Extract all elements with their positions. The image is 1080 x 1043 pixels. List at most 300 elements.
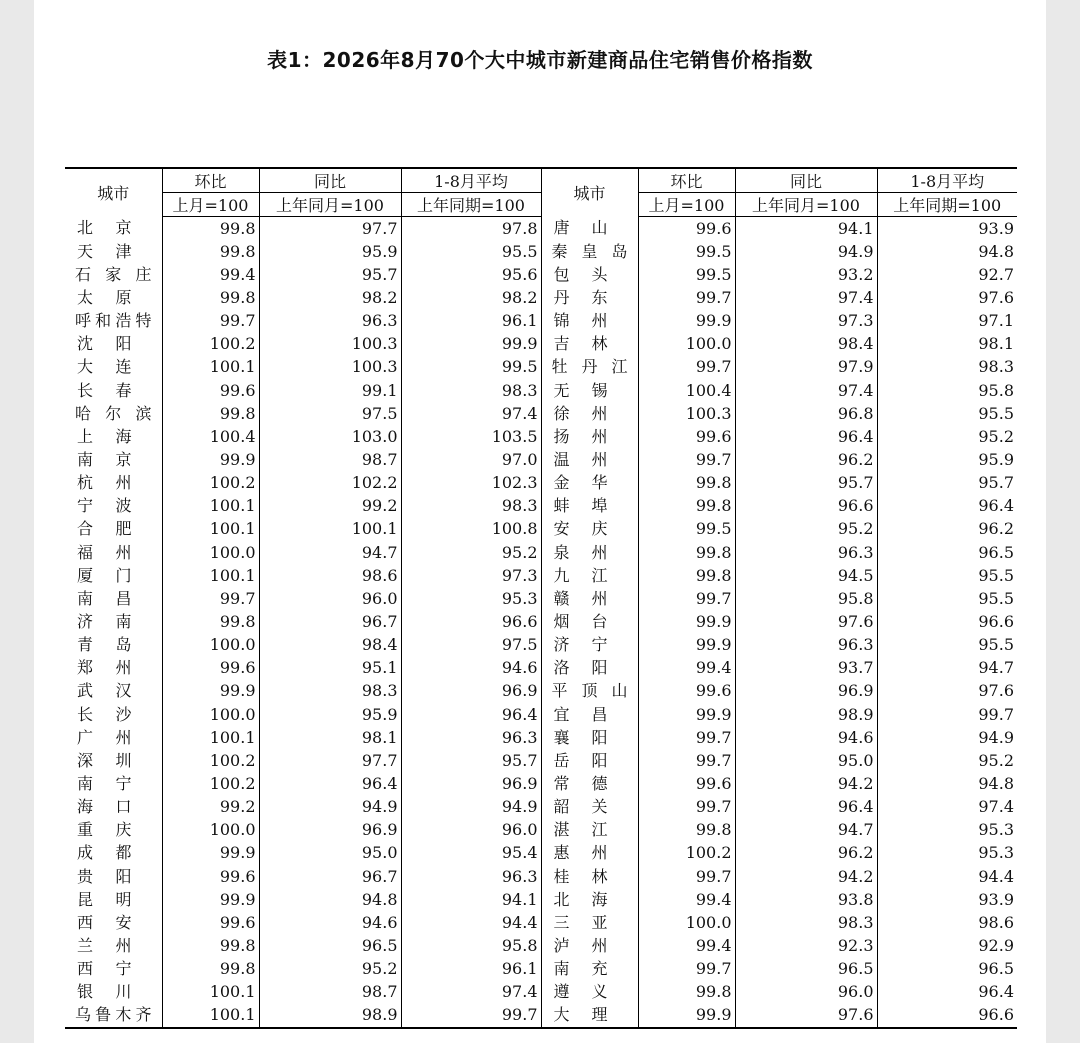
table-row xyxy=(65,657,1017,680)
left-yoy-cell: 99.2 xyxy=(259,495,401,518)
right-city-cell: 吉林 xyxy=(541,333,638,356)
table-row xyxy=(65,911,1017,934)
left-city-cell: 长春 xyxy=(77,380,132,400)
left-mom-cell: 99.7 xyxy=(162,587,259,610)
right-mom-cell: 99.7 xyxy=(638,865,735,888)
table-row xyxy=(65,680,1017,703)
right-mom-cell: 99.9 xyxy=(638,703,735,726)
left-avg-cell: 95.2 xyxy=(401,541,541,564)
header-avg-right: 1-8月平均 xyxy=(877,168,1017,193)
right-mom-cell: 99.6 xyxy=(638,425,735,448)
left-mom-cell: 99.9 xyxy=(162,888,259,911)
left-city-cell: 银川 xyxy=(77,982,132,1002)
table-row xyxy=(65,472,1017,495)
right-yoy-cell: 98.3 xyxy=(735,911,877,934)
left-yoy-cell: 96.9 xyxy=(259,819,401,842)
left-city-cell: 西宁 xyxy=(77,959,132,979)
right-city-cell: 南充 xyxy=(541,958,638,981)
right-avg-cell: 95.8 xyxy=(877,379,1017,402)
left-mom-cell: 99.8 xyxy=(162,217,259,241)
left-avg-cell: 102.3 xyxy=(401,472,541,495)
left-mom-cell: 99.8 xyxy=(162,934,259,957)
right-avg-cell: 94.8 xyxy=(877,772,1017,795)
left-city-cell: 南京 xyxy=(77,449,132,469)
right-city-cell: 无锡 xyxy=(541,379,638,402)
right-mom-cell: 99.4 xyxy=(638,934,735,957)
right-avg-cell: 97.6 xyxy=(877,286,1017,309)
right-avg-cell: 95.5 xyxy=(877,402,1017,425)
left-avg-cell: 96.9 xyxy=(401,680,541,703)
right-mom-cell: 99.6 xyxy=(638,217,735,241)
left-yoy-cell: 98.3 xyxy=(259,680,401,703)
right-mom-cell: 99.9 xyxy=(638,1004,735,1028)
right-mom-cell: 99.4 xyxy=(638,888,735,911)
table-row xyxy=(65,934,1017,957)
right-mom-cell: 99.8 xyxy=(638,495,735,518)
left-mom-cell: 100.2 xyxy=(162,772,259,795)
left-city-cell: 武汉 xyxy=(77,681,132,701)
left-yoy-cell: 96.7 xyxy=(259,865,401,888)
left-mom-cell: 99.6 xyxy=(162,865,259,888)
right-city-cell: 唐山 xyxy=(541,217,638,241)
table-row xyxy=(65,703,1017,726)
right-mom-cell: 99.7 xyxy=(638,958,735,981)
left-avg-cell: 96.9 xyxy=(401,772,541,795)
right-city-cell: 惠州 xyxy=(541,842,638,865)
left-yoy-cell: 96.5 xyxy=(259,934,401,957)
right-yoy-cell: 96.2 xyxy=(735,842,877,865)
left-mom-cell: 99.8 xyxy=(162,610,259,633)
left-city-cell: 兰州 xyxy=(77,935,132,955)
left-mom-cell: 99.4 xyxy=(162,263,259,286)
left-city-cell: 哈尔滨 xyxy=(75,403,152,423)
left-yoy-cell: 102.2 xyxy=(259,472,401,495)
left-mom-cell: 100.1 xyxy=(162,1004,259,1028)
left-mom-cell: 99.9 xyxy=(162,680,259,703)
right-yoy-cell: 97.3 xyxy=(735,310,877,333)
right-city-cell: 北海 xyxy=(541,888,638,911)
right-avg-cell: 95.9 xyxy=(877,448,1017,471)
right-mom-cell: 99.7 xyxy=(638,796,735,819)
left-avg-cell: 98.2 xyxy=(401,286,541,309)
table-body xyxy=(65,217,1017,1028)
left-yoy-cell: 94.8 xyxy=(259,888,401,911)
right-yoy-cell: 93.8 xyxy=(735,888,877,911)
right-avg-cell: 92.7 xyxy=(877,263,1017,286)
table-row xyxy=(65,634,1017,657)
right-mom-cell: 99.5 xyxy=(638,518,735,541)
left-city-cell: 福州 xyxy=(77,542,132,562)
right-avg-cell: 93.9 xyxy=(877,888,1017,911)
header-avg-left: 1-8月平均 xyxy=(401,168,541,193)
document-page xyxy=(34,0,1046,1043)
right-mom-cell: 100.3 xyxy=(638,402,735,425)
left-avg-cell: 97.3 xyxy=(401,564,541,587)
left-avg-cell: 99.9 xyxy=(401,333,541,356)
right-avg-cell: 94.9 xyxy=(877,726,1017,749)
left-yoy-cell: 100.3 xyxy=(259,333,401,356)
right-yoy-cell: 96.6 xyxy=(735,495,877,518)
right-avg-cell: 92.9 xyxy=(877,934,1017,957)
table-row xyxy=(65,587,1017,610)
left-avg-cell: 94.9 xyxy=(401,796,541,819)
right-yoy-cell: 97.4 xyxy=(735,286,877,309)
left-yoy-cell: 98.7 xyxy=(259,448,401,471)
right-city-cell: 泉州 xyxy=(541,541,638,564)
right-city-cell: 扬州 xyxy=(541,425,638,448)
right-avg-cell: 96.2 xyxy=(877,518,1017,541)
right-avg-cell: 95.5 xyxy=(877,587,1017,610)
header-yoy-base-right: 上年同月=100 xyxy=(735,193,877,217)
right-city-cell: 安庆 xyxy=(541,518,638,541)
left-city-cell: 深圳 xyxy=(77,750,132,770)
left-avg-cell: 94.6 xyxy=(401,657,541,680)
right-yoy-cell: 94.1 xyxy=(735,217,877,241)
right-city-cell: 洛阳 xyxy=(541,657,638,680)
right-yoy-cell: 98.4 xyxy=(735,333,877,356)
right-city-cell: 赣州 xyxy=(541,587,638,610)
table-row xyxy=(65,379,1017,402)
right-mom-cell: 99.8 xyxy=(638,541,735,564)
left-mom-cell: 100.2 xyxy=(162,333,259,356)
left-mom-cell: 100.0 xyxy=(162,634,259,657)
left-mom-cell: 100.1 xyxy=(162,726,259,749)
right-mom-cell: 99.9 xyxy=(638,610,735,633)
right-yoy-cell: 95.2 xyxy=(735,518,877,541)
right-yoy-cell: 92.3 xyxy=(735,934,877,957)
right-mom-cell: 99.8 xyxy=(638,819,735,842)
right-city-cell: 锦州 xyxy=(541,310,638,333)
right-avg-cell: 96.5 xyxy=(877,958,1017,981)
right-city-cell: 岳阳 xyxy=(541,749,638,772)
left-avg-cell: 97.4 xyxy=(401,402,541,425)
right-city-cell: 韶关 xyxy=(541,796,638,819)
table-row xyxy=(65,772,1017,795)
right-avg-cell: 95.2 xyxy=(877,749,1017,772)
right-city-cell: 秦皇岛 xyxy=(541,240,638,263)
right-yoy-cell: 94.7 xyxy=(735,819,877,842)
left-city-cell: 西安 xyxy=(77,912,132,932)
left-city-cell: 成都 xyxy=(77,843,132,863)
table-row xyxy=(65,796,1017,819)
left-mom-cell: 100.1 xyxy=(162,356,259,379)
left-avg-cell: 99.7 xyxy=(401,1004,541,1028)
right-city-cell: 蚌埠 xyxy=(541,495,638,518)
left-yoy-cell: 94.6 xyxy=(259,911,401,934)
table-row xyxy=(65,981,1017,1004)
left-yoy-cell: 98.1 xyxy=(259,726,401,749)
left-mom-cell: 100.2 xyxy=(162,472,259,495)
left-yoy-cell: 94.9 xyxy=(259,796,401,819)
table-row xyxy=(65,448,1017,471)
header-mom-base-right: 上月=100 xyxy=(638,193,735,217)
left-yoy-cell: 97.7 xyxy=(259,749,401,772)
left-yoy-cell: 95.0 xyxy=(259,842,401,865)
right-mom-cell: 99.9 xyxy=(638,310,735,333)
left-avg-cell: 97.0 xyxy=(401,448,541,471)
left-avg-cell: 100.8 xyxy=(401,518,541,541)
table-row xyxy=(65,610,1017,633)
table-row xyxy=(65,240,1017,263)
left-avg-cell: 95.8 xyxy=(401,934,541,957)
left-mom-cell: 100.4 xyxy=(162,425,259,448)
left-avg-cell: 96.4 xyxy=(401,703,541,726)
right-avg-cell: 94.8 xyxy=(877,240,1017,263)
table-row xyxy=(65,749,1017,772)
left-yoy-cell: 95.9 xyxy=(259,240,401,263)
right-mom-cell: 99.8 xyxy=(638,472,735,495)
right-city-cell: 泸州 xyxy=(541,934,638,957)
right-mom-cell: 99.6 xyxy=(638,680,735,703)
left-mom-cell: 99.8 xyxy=(162,958,259,981)
table-row xyxy=(65,286,1017,309)
left-avg-cell: 103.5 xyxy=(401,425,541,448)
left-yoy-cell: 97.7 xyxy=(259,217,401,241)
left-avg-cell: 96.3 xyxy=(401,726,541,749)
left-yoy-cell: 98.9 xyxy=(259,1004,401,1028)
right-avg-cell: 95.3 xyxy=(877,842,1017,865)
left-avg-cell: 96.6 xyxy=(401,610,541,633)
table-row xyxy=(65,1004,1017,1028)
left-yoy-cell: 97.5 xyxy=(259,402,401,425)
left-city-cell: 贵阳 xyxy=(77,866,132,886)
right-mom-cell: 99.7 xyxy=(638,749,735,772)
right-yoy-cell: 97.4 xyxy=(735,379,877,402)
left-avg-cell: 97.8 xyxy=(401,217,541,241)
left-mom-cell: 100.1 xyxy=(162,518,259,541)
right-yoy-cell: 95.8 xyxy=(735,587,877,610)
left-city-cell: 沈阳 xyxy=(77,334,132,354)
left-city-cell: 郑州 xyxy=(77,658,132,678)
left-mom-cell: 100.2 xyxy=(162,749,259,772)
header-avg-base-right: 上年同期=100 xyxy=(877,193,1017,217)
header-mom-base-left: 上月=100 xyxy=(162,193,259,217)
left-mom-cell: 99.9 xyxy=(162,842,259,865)
right-mom-cell: 99.4 xyxy=(638,657,735,680)
right-city-cell: 温州 xyxy=(541,448,638,471)
right-city-cell: 烟台 xyxy=(541,610,638,633)
right-city-cell: 济宁 xyxy=(541,634,638,657)
right-mom-cell: 99.6 xyxy=(638,772,735,795)
right-yoy-cell: 94.2 xyxy=(735,865,877,888)
left-city-cell: 呼和浩特 xyxy=(75,311,152,331)
left-yoy-cell: 95.1 xyxy=(259,657,401,680)
right-mom-cell: 99.5 xyxy=(638,240,735,263)
right-mom-cell: 100.0 xyxy=(638,911,735,934)
left-yoy-cell: 95.7 xyxy=(259,263,401,286)
table-row xyxy=(65,333,1017,356)
right-yoy-cell: 97.6 xyxy=(735,610,877,633)
header-city-left: 城市 xyxy=(65,168,162,217)
left-city-cell: 宁波 xyxy=(77,496,132,516)
right-yoy-cell: 95.7 xyxy=(735,472,877,495)
right-mom-cell: 99.7 xyxy=(638,286,735,309)
right-city-cell: 徐州 xyxy=(541,402,638,425)
left-avg-cell: 97.4 xyxy=(401,981,541,1004)
right-city-cell: 金华 xyxy=(541,472,638,495)
left-city-cell: 北京 xyxy=(77,218,132,238)
right-mom-cell: 99.8 xyxy=(638,981,735,1004)
left-city-cell: 广州 xyxy=(77,727,132,747)
left-avg-cell: 96.1 xyxy=(401,310,541,333)
table-row xyxy=(65,356,1017,379)
left-yoy-cell: 96.3 xyxy=(259,310,401,333)
left-yoy-cell: 96.7 xyxy=(259,610,401,633)
table-row xyxy=(65,518,1017,541)
right-mom-cell: 100.2 xyxy=(638,842,735,865)
right-yoy-cell: 96.3 xyxy=(735,541,877,564)
left-mom-cell: 99.8 xyxy=(162,402,259,425)
right-avg-cell: 97.4 xyxy=(877,796,1017,819)
right-yoy-cell: 94.2 xyxy=(735,772,877,795)
left-city-cell: 济南 xyxy=(77,611,132,631)
left-mom-cell: 100.0 xyxy=(162,819,259,842)
right-yoy-cell: 96.2 xyxy=(735,448,877,471)
header-yoy-right: 同比 xyxy=(735,168,877,193)
header-yoy-base-left: 上年同月=100 xyxy=(259,193,401,217)
right-yoy-cell: 93.7 xyxy=(735,657,877,680)
right-yoy-cell: 95.0 xyxy=(735,749,877,772)
right-avg-cell: 96.5 xyxy=(877,541,1017,564)
left-mom-cell: 100.1 xyxy=(162,981,259,1004)
table-row xyxy=(65,888,1017,911)
left-yoy-cell: 99.1 xyxy=(259,379,401,402)
left-mom-cell: 99.6 xyxy=(162,379,259,402)
left-city-cell: 南宁 xyxy=(77,773,132,793)
right-avg-cell: 94.4 xyxy=(877,865,1017,888)
left-city-cell: 厦门 xyxy=(77,565,132,585)
left-avg-cell: 98.3 xyxy=(401,379,541,402)
right-mom-cell: 99.7 xyxy=(638,356,735,379)
right-yoy-cell: 96.8 xyxy=(735,402,877,425)
right-city-cell: 常德 xyxy=(541,772,638,795)
right-city-cell: 遵义 xyxy=(541,981,638,1004)
right-yoy-cell: 98.9 xyxy=(735,703,877,726)
right-yoy-cell: 94.6 xyxy=(735,726,877,749)
left-avg-cell: 96.1 xyxy=(401,958,541,981)
header-mom-left: 环比 xyxy=(162,168,259,193)
table-row xyxy=(65,958,1017,981)
right-avg-cell: 98.6 xyxy=(877,911,1017,934)
right-yoy-cell: 96.4 xyxy=(735,425,877,448)
table-row xyxy=(65,819,1017,842)
right-city-cell: 大理 xyxy=(541,1004,638,1028)
left-yoy-cell: 100.3 xyxy=(259,356,401,379)
table-row xyxy=(65,726,1017,749)
left-avg-cell: 94.4 xyxy=(401,911,541,934)
left-yoy-cell: 100.1 xyxy=(259,518,401,541)
left-yoy-cell: 96.0 xyxy=(259,587,401,610)
left-city-cell: 太原 xyxy=(77,287,132,307)
left-avg-cell: 95.3 xyxy=(401,587,541,610)
left-city-cell: 南昌 xyxy=(77,588,132,608)
right-avg-cell: 94.7 xyxy=(877,657,1017,680)
table-row xyxy=(65,425,1017,448)
left-avg-cell: 95.5 xyxy=(401,240,541,263)
right-yoy-cell: 94.5 xyxy=(735,564,877,587)
right-city-cell: 三亚 xyxy=(541,911,638,934)
left-mom-cell: 99.6 xyxy=(162,911,259,934)
left-mom-cell: 99.2 xyxy=(162,796,259,819)
left-mom-cell: 100.0 xyxy=(162,541,259,564)
right-mom-cell: 99.7 xyxy=(638,448,735,471)
right-avg-cell: 97.1 xyxy=(877,310,1017,333)
table-row xyxy=(65,217,1017,241)
right-mom-cell: 99.5 xyxy=(638,263,735,286)
right-mom-cell: 99.9 xyxy=(638,634,735,657)
left-yoy-cell: 94.7 xyxy=(259,541,401,564)
left-avg-cell: 98.3 xyxy=(401,495,541,518)
header-mom-right: 环比 xyxy=(638,168,735,193)
right-avg-cell: 95.3 xyxy=(877,819,1017,842)
right-avg-cell: 95.5 xyxy=(877,634,1017,657)
right-yoy-cell: 96.4 xyxy=(735,796,877,819)
right-avg-cell: 96.4 xyxy=(877,981,1017,1004)
right-yoy-cell: 96.9 xyxy=(735,680,877,703)
right-yoy-cell: 97.6 xyxy=(735,1004,877,1028)
left-yoy-cell: 98.4 xyxy=(259,634,401,657)
right-city-cell: 桂林 xyxy=(541,865,638,888)
table-row xyxy=(65,310,1017,333)
left-mom-cell: 99.9 xyxy=(162,448,259,471)
left-yoy-cell: 98.7 xyxy=(259,981,401,1004)
right-avg-cell: 98.1 xyxy=(877,333,1017,356)
right-city-cell: 平顶山 xyxy=(541,680,638,703)
left-avg-cell: 97.5 xyxy=(401,634,541,657)
left-yoy-cell: 98.6 xyxy=(259,564,401,587)
right-mom-cell: 99.7 xyxy=(638,726,735,749)
table-header xyxy=(65,168,1017,217)
left-avg-cell: 96.0 xyxy=(401,819,541,842)
left-city-cell: 大连 xyxy=(77,357,132,377)
right-yoy-cell: 96.5 xyxy=(735,958,877,981)
header-avg-base-left: 上年同期=100 xyxy=(401,193,541,217)
right-avg-cell: 95.7 xyxy=(877,472,1017,495)
left-city-cell: 长沙 xyxy=(77,704,132,724)
left-avg-cell: 95.6 xyxy=(401,263,541,286)
left-yoy-cell: 95.9 xyxy=(259,703,401,726)
table-row xyxy=(65,842,1017,865)
right-city-cell: 九江 xyxy=(541,564,638,587)
left-city-cell: 重庆 xyxy=(77,820,132,840)
header-city-right: 城市 xyxy=(541,168,638,217)
left-city-cell: 合肥 xyxy=(77,519,132,539)
table-title: 表1：2026年8月70个大中城市新建商品住宅销售价格指数 xyxy=(267,48,813,72)
left-mom-cell: 100.0 xyxy=(162,703,259,726)
right-mom-cell: 99.8 xyxy=(638,564,735,587)
left-city-cell: 天津 xyxy=(77,241,132,261)
left-yoy-cell: 96.4 xyxy=(259,772,401,795)
left-avg-cell: 94.1 xyxy=(401,888,541,911)
right-yoy-cell: 97.9 xyxy=(735,356,877,379)
right-avg-cell: 95.2 xyxy=(877,425,1017,448)
left-city-cell: 青岛 xyxy=(77,635,132,655)
right-avg-cell: 97.6 xyxy=(877,680,1017,703)
left-mom-cell: 99.8 xyxy=(162,286,259,309)
left-yoy-cell: 103.0 xyxy=(259,425,401,448)
right-avg-cell: 96.4 xyxy=(877,495,1017,518)
right-avg-cell: 96.6 xyxy=(877,1004,1017,1028)
left-mom-cell: 100.1 xyxy=(162,564,259,587)
left-mom-cell: 99.7 xyxy=(162,310,259,333)
left-yoy-cell: 98.2 xyxy=(259,286,401,309)
header-yoy-left: 同比 xyxy=(259,168,401,193)
right-yoy-cell: 94.9 xyxy=(735,240,877,263)
left-city-cell: 石家庄 xyxy=(75,264,152,284)
left-avg-cell: 95.7 xyxy=(401,749,541,772)
right-mom-cell: 99.7 xyxy=(638,587,735,610)
table-row xyxy=(65,402,1017,425)
